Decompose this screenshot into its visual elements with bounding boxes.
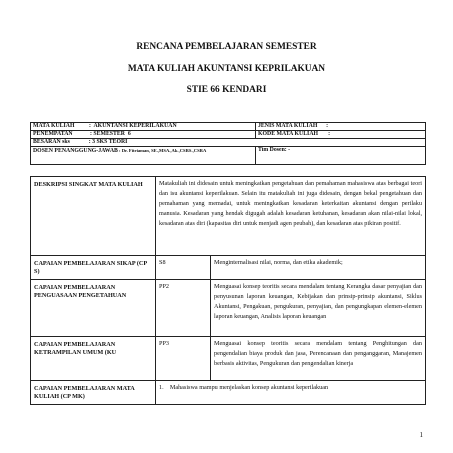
deskripsi-label: DESKRIPSI SINGKAT MATA KULIAH	[31, 177, 156, 256]
dosen-value: : Dr. Fitriaman, SE.,MSA.,Ak.,CSRS.,CSRA	[117, 148, 207, 153]
course-info-table	[30, 122, 426, 165]
document-titles	[0, 42, 453, 96]
title-institution: STIE 66 KENDARI	[186, 85, 267, 95]
dosen-label: DOSEN PENANGGUNG-JAWAB	[33, 148, 118, 154]
keterampilan-text: Menguasai konsep teoritis secara mendalam tentang Penghitungan dan pengendalian biaya produk dan jasa, Perencanaan dan penganggaran, Manajemen berbasis aktivitas, Pengukuran dan pengendalian kinerja	[211, 337, 426, 381]
info-besaran: BESARAN sks : 3 SKS TEORI	[31, 139, 426, 147]
page-number: 1	[419, 431, 423, 439]
pengetahuan-label: CAPAIAN PEMBELAJARAN PENGUASAAN PENGETAHUAN	[31, 280, 156, 337]
title-rps: RENCANA PEMBELAJARAN SEMESTER	[136, 42, 317, 52]
pengetahuan-code: PP2	[156, 280, 211, 337]
info-kode: KODE MATA KULIAH :	[256, 131, 426, 139]
mk-label: CAPAIAN PEMBELAJARAN MATA KULIAH (CP MK)	[31, 381, 156, 405]
mk-text: 1. Mahasiswa mampu menjelaskan konsep akuntansi keperilakuan	[156, 381, 426, 405]
pengetahuan-text: Menguasai konsep teoritis secara mendalam tentang Kerangka dasar penyajian dan penyusunan laporan keuangan, Kebijakan dan prinsip-prinsip akuntansi, Siklus Akuntansi, Pengakuan, pengukuran, penyajian, dan pengungkapan elemen-elemen laporan keuangan, Analisis laporan keuangan	[211, 280, 426, 337]
deskripsi-text: Matakuliah ini didesain untuk meningkatkan pengetahuan dan pemahaman mahasiswa atas berbagai teori dan isu akuntansi keperilakuan. Selain itu matakuliah ini juga didesain, dengan bekal pengetahuan dan pemahaman yang memadai, untuk meningkatkan kesadaran keterkaitan akuntansi dengan perilaku manusia. Kesadaran yang hendak digugah adalah kesadaran ketuhanan, kesadaran akan nilai-nilai lokal, kesadaran atas diri (kapasitas diri untuk menjadi agen peubah), dan kesadaran atas pikiran positif.	[156, 177, 426, 256]
learning-outcomes-table	[30, 176, 426, 405]
sikap-label: CAPAIAN PEMBELAJARAN SIKAP (CP S)	[31, 256, 156, 280]
sikap-text: Menginternalisasi nilai, norma, dan etika akademik;	[211, 256, 426, 280]
keterampilan-label: CAPAIAN PEMBELAJARAN KETRAMPILAN UMUM (KU	[31, 337, 156, 381]
sikap-code: S8	[156, 256, 211, 280]
title-course: MATA KULIAH AKUNTANSI KEPRILAKUAN	[127, 64, 326, 74]
keterampilan-code: PP3	[156, 337, 211, 381]
info-dosen	[31, 147, 256, 165]
info-jenis: JENIS MATA KULIAH :	[256, 123, 426, 131]
info-penempatan: PENEMPATAN : SEMESTER 6	[31, 131, 256, 139]
info-tim-dosen: Tim Dosen: -	[256, 147, 426, 165]
info-mata-kuliah: MATA KULIAH : AKUNTANSI KEPERILAKUAN	[31, 123, 256, 131]
